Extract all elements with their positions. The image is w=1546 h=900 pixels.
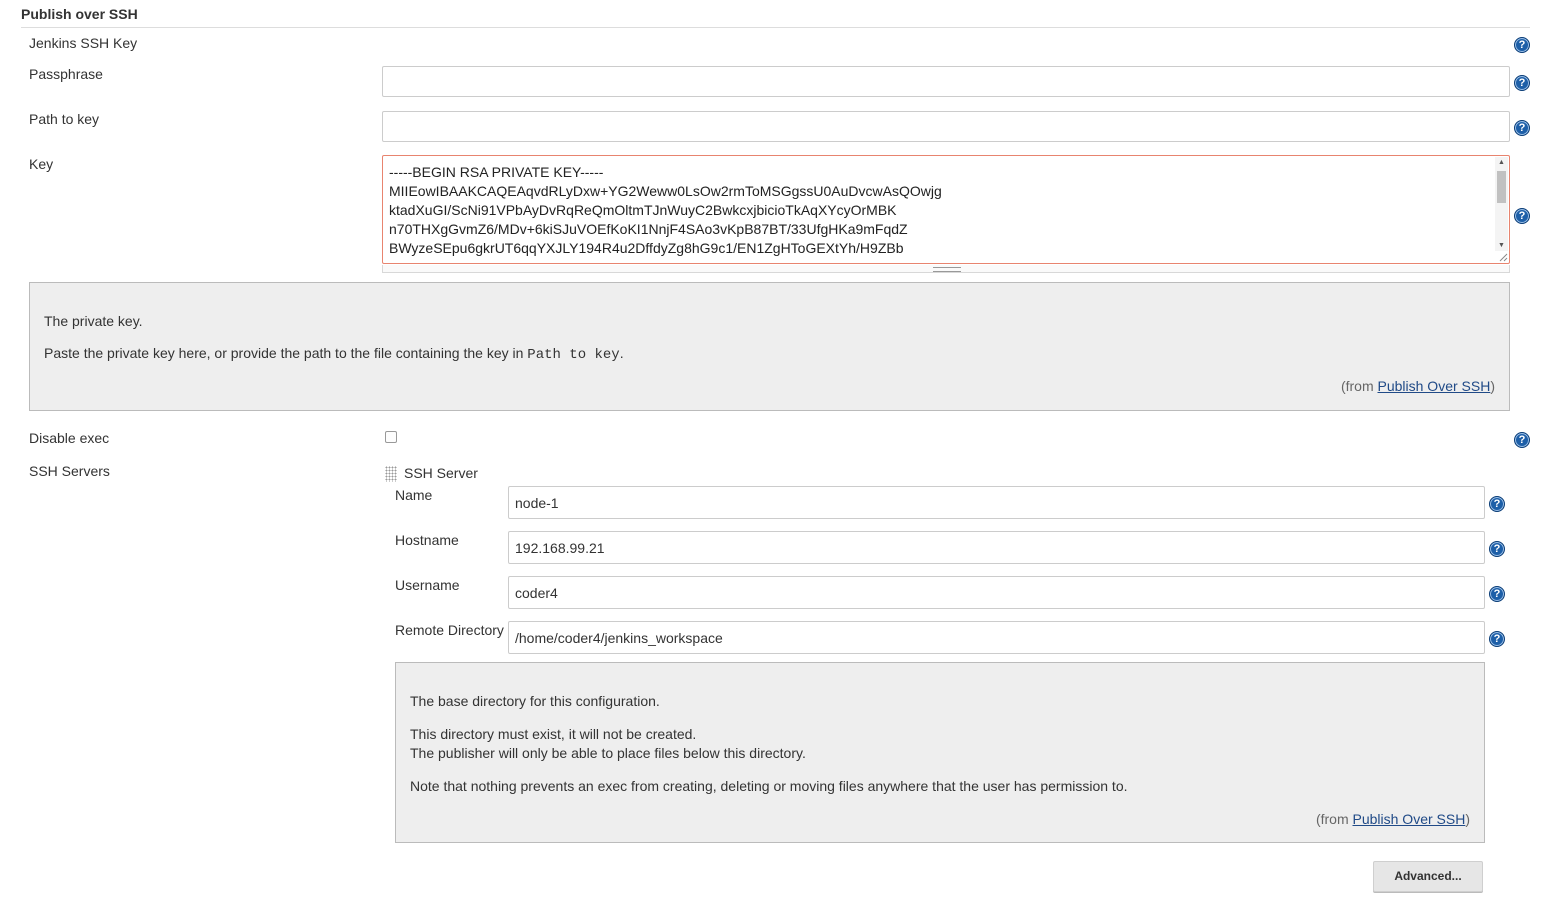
help-icon[interactable]: ? (1489, 631, 1505, 647)
from-suffix: ) (1490, 378, 1495, 394)
ssh-servers-label: SSH Servers (29, 463, 110, 479)
help-icon[interactable]: ? (1514, 75, 1530, 91)
section-divider (21, 27, 1530, 28)
path-to-key-input[interactable] (382, 111, 1510, 142)
remote-dir-help-line2: This directory must exist, it will not be created. (410, 726, 697, 742)
key-help-line2-suffix: . (619, 345, 624, 361)
server-name-label: Name (395, 487, 433, 503)
resize-handle-icon[interactable] (933, 267, 961, 272)
help-icon[interactable]: ? (1514, 120, 1530, 136)
hostname-label: Hostname (395, 532, 459, 548)
from-prefix: (from (1340, 378, 1378, 394)
server-name-input[interactable] (508, 486, 1485, 519)
help-icon[interactable]: ? (1489, 496, 1505, 512)
key-help-line2-text: Paste the private key here, or provide the path to the file containing the key in (44, 345, 528, 361)
publish-over-ssh-link[interactable]: Publish Over SSH (1352, 811, 1466, 827)
textarea-resize-bar[interactable] (382, 265, 1510, 273)
disable-exec-checkbox[interactable] (385, 431, 397, 443)
key-help-line1: The private key. (44, 313, 143, 329)
remote-dir-help-line1: The base directory for this configuration. (410, 693, 660, 709)
remote-directory-label: Remote Directory (395, 622, 504, 638)
path-to-key-label: Path to key (29, 111, 100, 127)
disable-exec-label: Disable exec (29, 430, 110, 446)
key-scrollbar[interactable] (1495, 157, 1508, 251)
remote-dir-help-line4: Note that nothing prevents an exec from creating, deleting or moving files anywhere that the user has permission to. (410, 778, 1128, 794)
remote-dir-help-source (1316, 811, 1470, 827)
remote-dir-help-line3: The publisher will only be able to place files below this directory. (410, 745, 806, 761)
username-label: Username (395, 577, 460, 593)
help-icon[interactable]: ? (1514, 208, 1530, 224)
advanced-button[interactable]: Advanced... (1373, 861, 1483, 892)
passphrase-input[interactable] (382, 66, 1510, 97)
resize-grip-icon[interactable] (1498, 252, 1508, 262)
from-suffix: ) (1465, 811, 1470, 827)
help-icon[interactable]: ? (1489, 541, 1505, 557)
ssh-server-header: SSH Server (404, 465, 478, 481)
scroll-up-icon[interactable]: ▲ (1498, 159, 1505, 166)
scroll-down-icon[interactable]: ▼ (1498, 242, 1505, 249)
passphrase-label: Passphrase (29, 66, 103, 82)
key-textarea[interactable] (382, 155, 1510, 264)
key-help-source (1341, 378, 1495, 394)
remote-directory-input[interactable] (508, 621, 1485, 654)
key-help-box (29, 282, 1510, 411)
help-icon[interactable]: ? (1489, 586, 1505, 602)
publish-over-ssh-link[interactable]: Publish Over SSH (1377, 378, 1491, 394)
from-prefix: (from (1315, 811, 1353, 827)
help-icon[interactable]: ? (1514, 37, 1530, 53)
section-title: Publish over SSH (21, 6, 138, 22)
username-input[interactable] (508, 576, 1485, 609)
path-to-key-code: Path to key (527, 347, 620, 363)
key-label: Key (29, 156, 54, 172)
scroll-thumb[interactable] (1497, 171, 1506, 203)
drag-handle-icon[interactable] (385, 466, 397, 482)
help-icon[interactable]: ? (1514, 432, 1530, 448)
jenkins-ssh-key-label: Jenkins SSH Key (29, 35, 138, 51)
key-help-line2 (44, 345, 624, 363)
hostname-input[interactable] (508, 531, 1485, 564)
remote-directory-help-box (395, 662, 1485, 843)
key-textarea-content[interactable]: -----BEGIN RSA PRIVATE KEY----- MIIEowIBAAKCAQEAqvdRLyDxw+YG2Weww0LsOw2rmToMSGgssU0AuDvcwAsQOwjg ktadXuGI/ScNi91VPbAyDvRqReQmOltmTJnWuyC2BwkcxjbicioTkAqXYcyOrMBK n70THXgGvmZ6/MDv+6kiSJuVOEfKoKI1NnjF4SAo3vKpB87BT/33UfgHKa9mFqdZ BWyzeSEpu6gkrUT6qqYXJLY194R4u2DffdyZg8hG9c1/EN1ZgHToGEXtYh/H9ZBb (389, 164, 942, 256)
